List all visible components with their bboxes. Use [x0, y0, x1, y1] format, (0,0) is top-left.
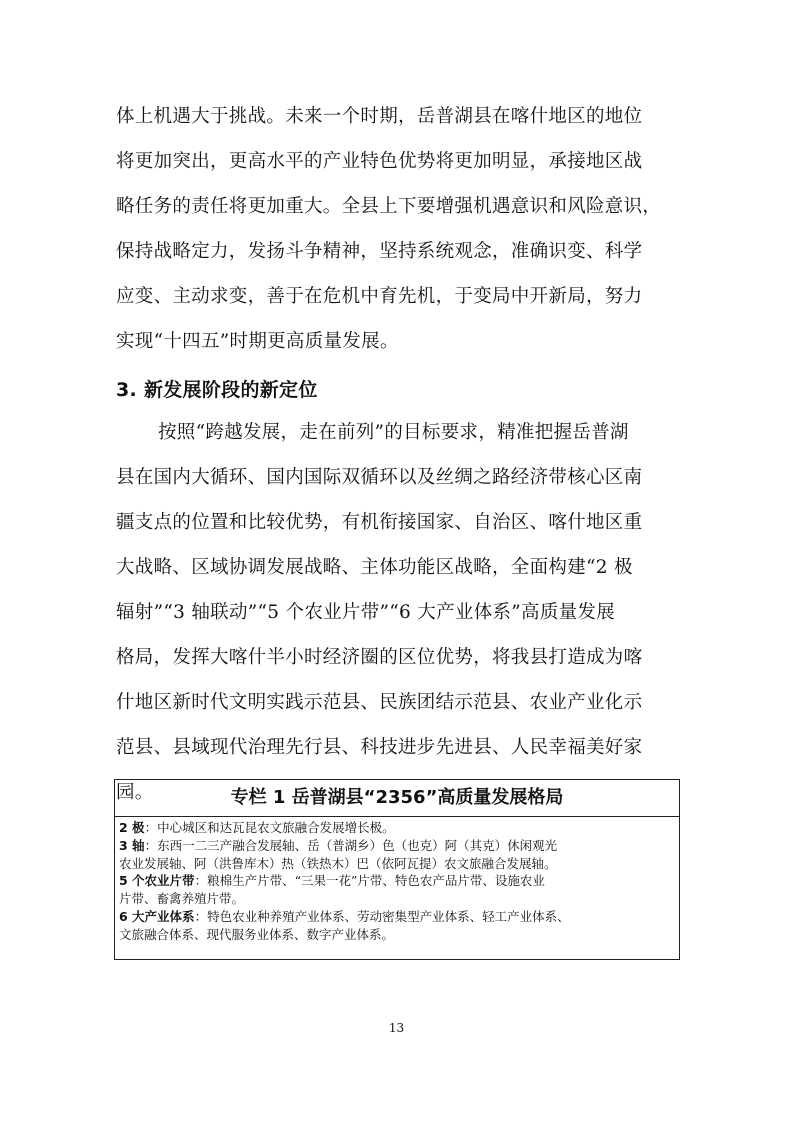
paragraph-line: 体上机遇大于挑战。未来一个时期，岳普湖县在喀什地区的地位: [116, 106, 643, 127]
paragraph-line: 实现“十四五”时期更高质量发展。: [116, 331, 399, 352]
paragraph-line: 县在国内大循环、国内国际双循环以及丝绸之路经济带核心区南: [116, 467, 643, 488]
box-item-label: 3 轴: [119, 837, 145, 853]
box-item-label: 5 个农业片带: [119, 873, 195, 889]
box-item-continuation: 文旅融合体系、现代服务业体系、数字产业体系。: [119, 926, 395, 942]
box-item-text: ：特色农业种养殖产业体系、劳动密集型产业体系、轻工产业体系、: [194, 908, 570, 924]
box-item-5-belts: [119, 872, 675, 890]
paragraph-line: 园。: [116, 782, 154, 803]
box-item-text: ：东西一二三产融合发展轴、岳（普湖乡）色（也克）阿（其克）休闲观光: [144, 837, 558, 853]
paragraph-line: 略任务的责任将更加重大。全县上下要增强机遇意识和风险意识，: [116, 196, 662, 217]
box-item-2-poles: [119, 819, 675, 837]
body-text: [116, 98, 676, 819]
paragraph-line: 将更加突出，更高水平的产业特色优势将更加明显，承接地区战: [116, 151, 643, 172]
paragraph-2: [116, 414, 676, 819]
page-number: 13: [388, 1021, 405, 1035]
box-item-label: 6 大产业体系: [119, 908, 195, 924]
box-item-label: 2 极: [119, 820, 145, 835]
box-item-6-systems: [119, 908, 675, 926]
paragraph-line: 格局，发挥大喀什半小时经济圈的区位优势，将我县打造成为喀: [116, 647, 643, 668]
paragraph-line: 大战略、区域协调发展战略、主体功能区战略，全面构建“2 极: [116, 557, 633, 578]
paragraph-line: 辐射”“3 轴联动”“5 个农业片带”“6 大产业体系”高质量发展: [116, 602, 616, 623]
paragraph-line: 什地区新时代文明实践示范县、民族团结示范县、农业产业化示: [116, 692, 643, 713]
box-item-text: ：粮棉生产片带、“三果一花”片带、特色农产品片带、设施农业: [194, 873, 545, 889]
paragraph-line: 按照“跨越发展，走在前列”的目标要求，精准把握岳普湖: [158, 422, 629, 443]
paragraph-line: 保持战略定力，发扬斗争精神，坚持系统观念，准确识变、科学: [116, 241, 643, 262]
paragraph-line: 应变、主动求变，善于在危机中育先机，于变局中开新局，努力: [116, 286, 643, 307]
box-item-3-axes: [119, 837, 675, 855]
box-item-continuation: 片带、畜禽养殖片带。: [119, 891, 245, 907]
box-title: 专栏 1 岳普湖县“2356”高质量发展格局: [115, 780, 679, 817]
paragraph-1: [116, 98, 676, 368]
feature-column-box: [114, 779, 680, 960]
paragraph-line: 范县、县域现代治理先行县、科技进步先进县、人民幸福美好家: [116, 737, 643, 758]
box-body: [115, 817, 679, 944]
section-heading: 3. 新发展阶段的新定位: [116, 379, 318, 401]
box-item-text: ：中心城区和达瓦昆农文旅融合发展增长极。: [144, 820, 395, 835]
box-item-continuation: 农业发展轴、阿（洪鲁库木）热（铁热木）巴（依阿瓦提）农文旅融合发展轴。: [119, 855, 557, 871]
paragraph-line: 疆支点的位置和比较优势，有机衔接国家、自治区、喀什地区重: [116, 512, 643, 533]
